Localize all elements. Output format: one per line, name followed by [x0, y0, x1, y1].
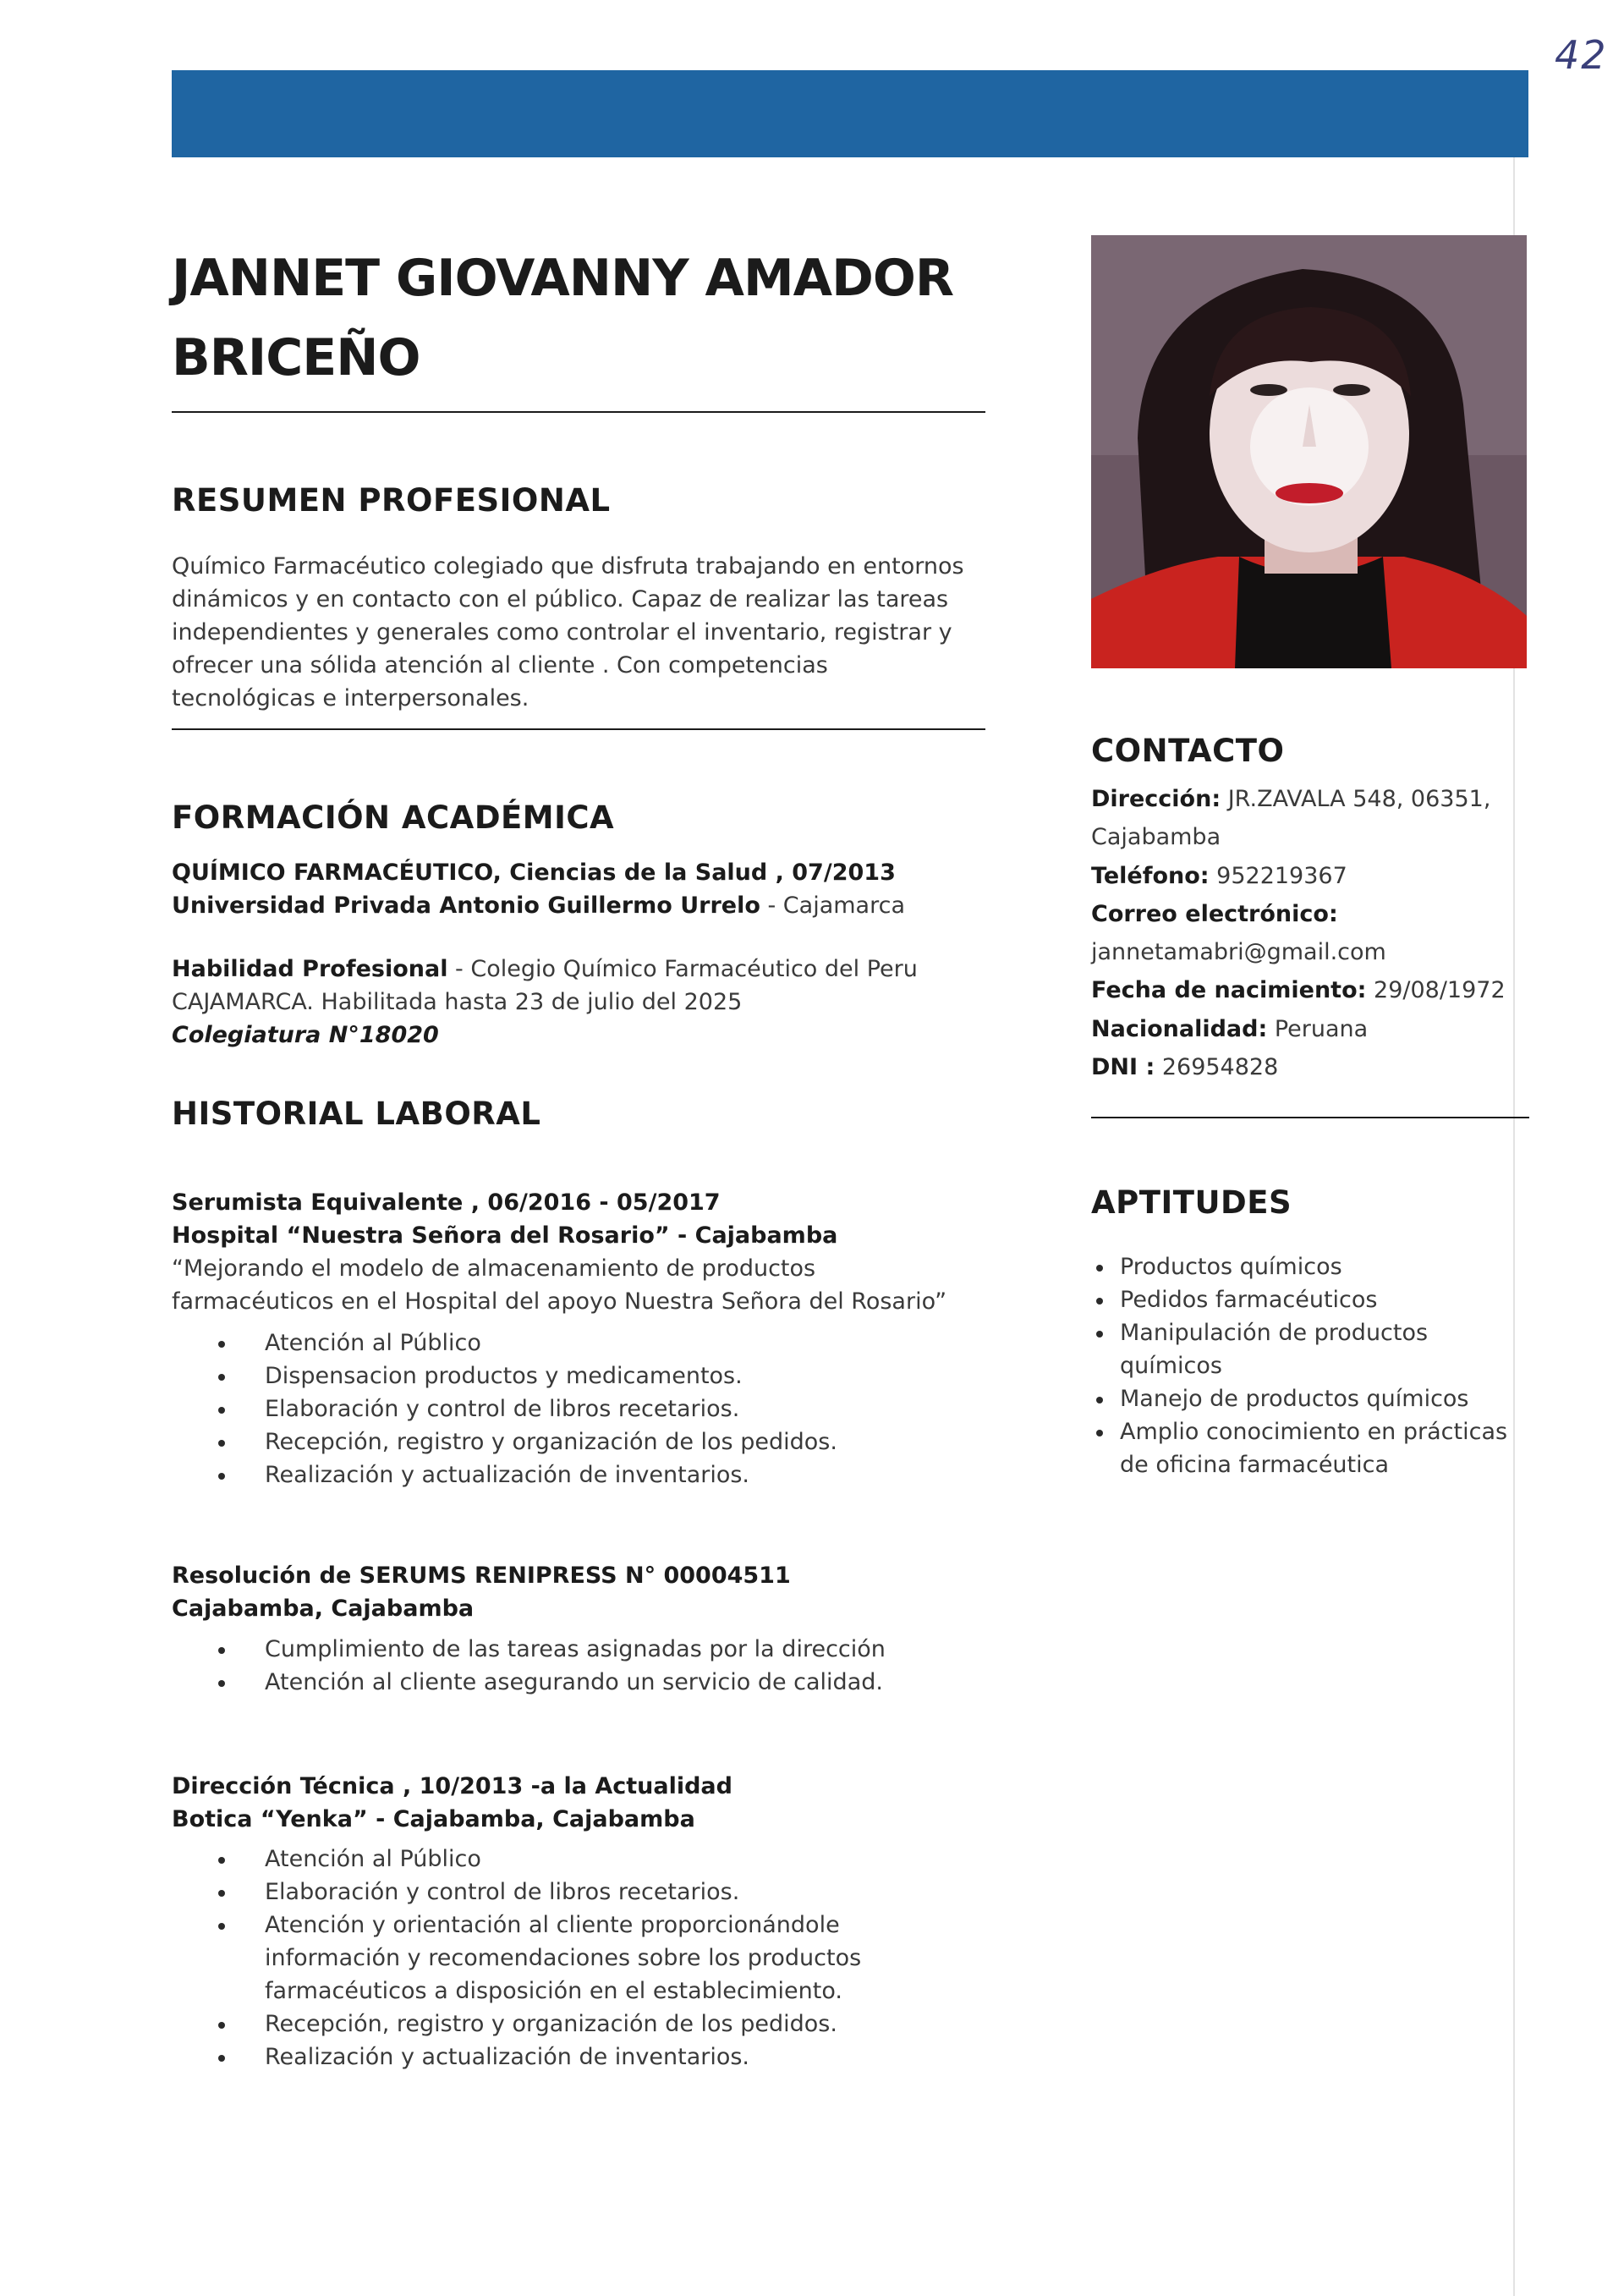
job-2-tasks — [172, 1633, 1018, 1699]
list-item-text: Manipulación de productos — [1120, 1320, 1429, 1346]
list-item: Recepción, registro y organización de los pedidos. — [172, 1425, 1018, 1458]
list-item: Atención al Público — [172, 1327, 1018, 1359]
license-value: - Colegio Químico Farmacéutico del Peru — [447, 956, 918, 982]
job-1-tasks — [172, 1327, 1018, 1491]
university-city: - Cajamarca — [760, 893, 905, 919]
list-item-text: farmacéuticos a disposición en el establecimiento. — [265, 1978, 842, 2004]
job-dates: , 06/2016 - 05/2017 — [463, 1189, 721, 1216]
job-3 — [172, 1770, 1018, 1836]
dni-line — [1091, 1048, 1531, 1086]
job-place: Hospital “Nuestra Señora del Rosario” - Cajabamba — [172, 1222, 838, 1249]
skills-heading: APTITUDES — [1091, 1184, 1292, 1221]
list-item: Realización y actualización de inventarios. — [172, 2041, 1018, 2074]
portrait-image — [1091, 235, 1527, 668]
name-line-2: BRICEÑO — [172, 328, 420, 387]
divider — [172, 728, 985, 730]
address-value: JR.ZAVALA 548, 06351, — [1221, 786, 1491, 812]
list-item: Recepción, registro y organización de los pedidos. — [172, 2008, 1018, 2041]
contact-block — [1091, 780, 1531, 1086]
list-item: Realización y actualización de inventarios. — [172, 1458, 1018, 1491]
list-item-text: de oficina farmacéutica — [1120, 1452, 1390, 1478]
phone-line — [1091, 857, 1531, 895]
list-item — [172, 1909, 1018, 2008]
dni-value: 26954828 — [1155, 1054, 1279, 1081]
list-item: Productos químicos — [1091, 1250, 1531, 1283]
job-description: farmacéuticos en el Hospital del apoyo Nuestra Señora del Rosario” — [172, 1288, 947, 1315]
work-heading: HISTORIAL LABORAL — [172, 1096, 541, 1132]
list-item: Cumplimiento de las tareas asignadas por la dirección — [172, 1633, 1018, 1666]
list-item — [1091, 1316, 1531, 1382]
university-line — [172, 889, 1001, 922]
education-heading: FORMACIÓN ACADÉMICA — [172, 799, 615, 836]
job-title: Dirección Técnica — [172, 1773, 395, 1799]
job-place: Cajabamba, Cajabamba — [172, 1596, 475, 1622]
divider — [172, 411, 985, 413]
summary-line: ofrecer una sólida atención al cliente . Con competencias — [172, 652, 828, 678]
handwritten-page-number: 42 — [1555, 32, 1608, 78]
name-line-1: JANNET GIOVANNY AMADOR — [172, 249, 954, 308]
job-title-line — [172, 1186, 1018, 1219]
degree: QUÍMICO FARMACÉUTICO — [172, 860, 493, 886]
summary-line: Químico Farmacéutico colegiado que disfruta trabajando en entornos — [172, 553, 964, 579]
email-label: Correo electrónico: — [1091, 900, 1338, 927]
license-label: Habilidad Profesional — [172, 956, 448, 982]
list-item: Elaboración y control de libros recetarios. — [172, 1876, 1018, 1909]
list-item-text: químicos — [1120, 1353, 1222, 1379]
nationality-line — [1091, 1010, 1531, 1048]
job-3-tasks — [172, 1843, 1018, 2074]
degree-line — [172, 856, 1001, 889]
university: Universidad Privada Antonio Guillermo Urrelo — [172, 893, 760, 919]
divider — [1091, 1117, 1529, 1118]
candidate-name — [172, 239, 984, 398]
summary-line: independientes y generales como controlar el inventario, registrar y — [172, 619, 952, 645]
birth-value: 29/08/1972 — [1366, 977, 1506, 1004]
list-item-text: Amplio conocimiento en prácticas — [1120, 1419, 1508, 1445]
list-item: Atención al cliente asegurando un servicio de calidad. — [172, 1666, 1018, 1699]
job-title: Serumista Equivalente — [172, 1189, 464, 1216]
contact-heading: CONTACTO — [1091, 733, 1285, 769]
list-item-text: información y recomendaciones sobre los productos — [265, 1945, 862, 1971]
list-item: Atención al Público — [172, 1843, 1018, 1876]
colegiatura: Colegiatura N°18020 — [172, 1022, 439, 1048]
summary-text — [172, 550, 992, 715]
nationality-label: Nacionalidad: — [1091, 1015, 1268, 1042]
list-item-text: Atención y orientación al cliente proporcionándole — [265, 1912, 840, 1938]
list-item: Elaboración y control de libros recetarios. — [172, 1392, 1018, 1425]
email-value: jannetamabri@gmail.com — [1091, 939, 1386, 966]
degree-details: , Ciencias de la Salud , 07/2013 — [492, 860, 896, 886]
job-description: “Mejorando el modelo de almacenamiento de productos — [172, 1255, 816, 1282]
skills-list — [1091, 1250, 1531, 1481]
job-1 — [172, 1186, 1018, 1318]
list-item — [1091, 1415, 1531, 1481]
list-item: Pedidos farmacéuticos — [1091, 1283, 1531, 1316]
summary-line: tecnológicas e interpersonales. — [172, 685, 529, 711]
phone-value: 952219367 — [1209, 862, 1347, 889]
nationality-value: Peruana — [1267, 1015, 1369, 1042]
job-place: Botica “Yenka” - Cajabamba, Cajabamba — [172, 1806, 695, 1832]
job-title-line — [172, 1770, 1018, 1803]
address-line-2: Cajabamba — [1091, 824, 1221, 851]
phone-label: Teléfono: — [1091, 862, 1210, 889]
profile-photo — [1091, 235, 1527, 668]
license-line-2: CAJAMARCA. Habilitada hasta 23 de julio del 2025 — [172, 989, 743, 1015]
job-2 — [172, 1559, 1018, 1625]
summary-heading: RESUMEN PROFESIONAL — [172, 482, 611, 519]
list-item: Dispensacion productos y medicamentos. — [172, 1359, 1018, 1392]
header-bar — [172, 70, 1528, 157]
birth-label: Fecha de nacimiento: — [1091, 977, 1367, 1004]
education-block — [172, 856, 1001, 1052]
summary-line: dinámicos y en contacto con el público. Capaz de realizar las tareas — [172, 586, 949, 612]
job-title: Resolución de SERUMS RENIPRESS N° 00004511 — [172, 1563, 791, 1589]
address-line — [1091, 780, 1531, 818]
license-line — [172, 953, 1001, 986]
dni-label: DNI : — [1091, 1054, 1155, 1081]
list-item: Manejo de productos químicos — [1091, 1382, 1531, 1415]
address-label: Dirección: — [1091, 786, 1221, 812]
job-dates: , 10/2013 -a la Actualidad — [394, 1773, 732, 1799]
birth-line — [1091, 971, 1531, 1009]
